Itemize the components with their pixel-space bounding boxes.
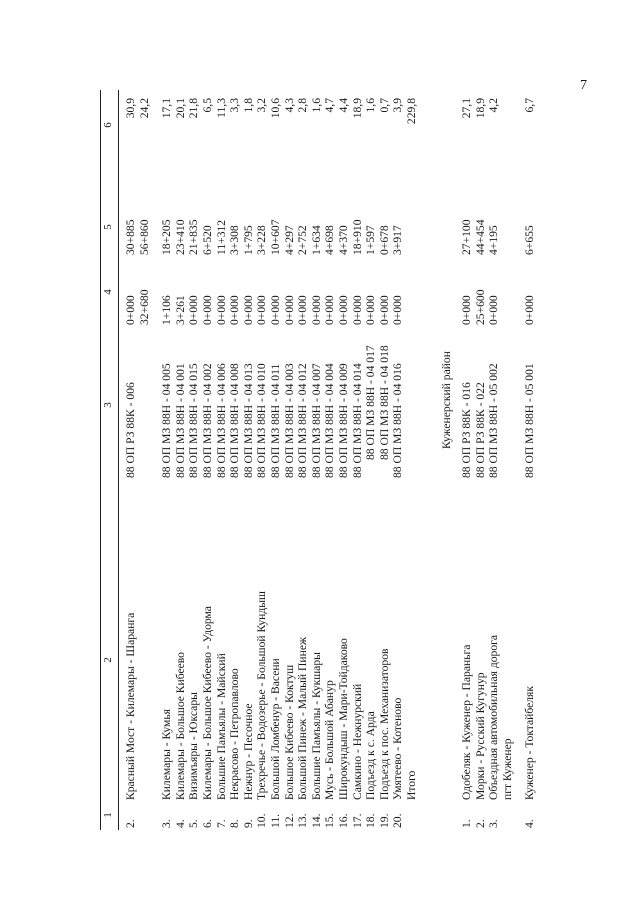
cell-code: 88 ОП МЗ 88Н - 04 014 — [350, 363, 364, 478]
cell-name: Нежнур - Песочное — [241, 703, 255, 800]
cell-start: 25+600 — [473, 289, 487, 325]
cell-start: 0+000 — [124, 295, 137, 325]
cell-n: 3. — [160, 819, 174, 828]
cell-code: 88 ОП РЗ 88К - 006 — [124, 382, 137, 478]
table-row — [501, 90, 515, 830]
rotated-table — [100, 90, 585, 830]
table-row — [228, 90, 242, 830]
cell-n: 11. — [268, 813, 282, 828]
cell-end: 10+607 — [268, 219, 282, 255]
cell-name: Некрасово - Петропавлово — [228, 668, 242, 800]
cell-end: 1+634 — [309, 225, 323, 255]
cell-end: 21+835 — [187, 219, 201, 255]
cell-n: 18. — [364, 813, 378, 828]
header-col-5: 5 — [102, 224, 114, 230]
cell-start: 1+106 — [160, 295, 174, 325]
cell-code: 88 ОП МЗ 88Н - 04 001 — [173, 363, 187, 478]
cell-start: 0+000 — [460, 295, 474, 325]
cell-code: 88 ОП МЗ 88Н - 04 008 — [228, 363, 242, 478]
cell-end: 6+520 — [200, 225, 214, 255]
cell-code: 88 ОП РЗ 88К - 022 — [473, 382, 487, 478]
cell-end: 4+698 — [323, 225, 337, 255]
cell-len: 3,9 — [391, 98, 405, 113]
cell-len: 24,2 — [137, 98, 151, 119]
cell-len: 3,2 — [255, 98, 269, 113]
cell-len: 4,7 — [323, 98, 337, 113]
cell-end: 11+312 — [214, 219, 228, 255]
table-row — [323, 90, 337, 830]
cell-end: 1+795 — [241, 225, 255, 255]
cell-start: 0+000 — [487, 295, 501, 325]
cell-n: 17. — [350, 813, 364, 828]
table-row — [460, 90, 474, 830]
cell-code: 88 ОП МЗ 88Н - 04 013 — [241, 363, 255, 478]
cell-code: 88 ОП МЗ 88Н - 04 016 — [391, 363, 405, 478]
cell-n: 8. — [228, 819, 242, 828]
cell-end: 0+678 — [377, 225, 391, 255]
cell-start: 3+261 — [173, 295, 187, 325]
header-col-3: 3 — [102, 402, 114, 408]
cell-code: 88 ОП МЗ 88Н - 05 001 — [523, 363, 537, 478]
cell-name: Визимъяры - Юксары — [187, 692, 201, 800]
cell-start: 0+000 — [323, 295, 337, 325]
cell-code: 88 ОП МЗ 88Н - 04 002 — [200, 363, 214, 478]
cell-code: 88 ОП МЗ 88Н - 04 018 — [377, 345, 391, 460]
cell-n: 6. — [200, 819, 214, 828]
total-label: Итого — [404, 770, 418, 800]
cell-code: 88 ОП МЗ 88Н - 04 003 — [282, 363, 296, 478]
cell-len: 21,8 — [187, 98, 201, 119]
cell-start: 0+000 — [336, 295, 350, 325]
cell-start: 0+000 — [377, 295, 391, 325]
cell-end: 56+860 — [137, 219, 151, 255]
cell-code: 88 ОП МЗ 88Н - 04 017 — [364, 345, 378, 460]
cell-end: 27+100 — [460, 219, 474, 255]
table-row — [242, 90, 256, 830]
cell-len: 1,8 — [241, 98, 255, 113]
cell-name: Килемары - Кумья — [160, 709, 174, 800]
cell-name: Умятеево - Котеново — [391, 697, 405, 800]
cell-end: 30+885 — [124, 219, 137, 255]
cell-len: 17,1 — [160, 98, 174, 119]
cell-end: 3+228 — [255, 225, 269, 255]
header-col-4: 4 — [102, 289, 114, 295]
cell-code: 88 ОП МЗ 88Н - 04 006 — [214, 363, 228, 478]
cell-n: 13. — [296, 813, 310, 828]
table-row — [174, 90, 188, 830]
table-row — [138, 90, 152, 830]
cell-n: 1. — [460, 819, 474, 828]
cell-n: 15. — [323, 813, 337, 828]
cell-n: 3. — [487, 819, 501, 828]
cell-name: пгт Куженер — [500, 738, 514, 800]
table-row — [201, 90, 215, 830]
cell-code: 88 ОП МЗ 88Н - 04 010 — [255, 363, 269, 478]
cell-end: 1+597 — [364, 225, 378, 255]
cell-len: 10,6 — [268, 98, 282, 119]
cell-start: 0+000 — [241, 295, 255, 325]
table-row — [364, 90, 378, 830]
cell-name: Подъезд к пос. Механизаторов — [377, 648, 391, 800]
cell-code: 88 ОП МЗ 88Н - 05 002 — [487, 363, 501, 478]
cell-start: 0+000 — [350, 295, 364, 325]
table-row — [160, 90, 174, 830]
cell-start: 0+000 — [282, 295, 296, 325]
cell-end: 3+917 — [391, 225, 405, 255]
cell-name: Морки - Русский Кугунур — [473, 672, 487, 800]
cell-start: 0+000 — [309, 295, 323, 325]
cell-end: 6+655 — [523, 225, 537, 255]
cell-name: Широкундыш - Мари-Тойдаково — [336, 638, 350, 800]
cell-n: 7. — [214, 819, 228, 828]
table-row — [215, 90, 229, 830]
cell-len: 18,9 — [473, 98, 487, 119]
cell-code: 88 ОП МЗ 88Н - 04 015 — [187, 363, 201, 478]
table-row — [378, 90, 392, 830]
cell-len: 4,3 — [282, 98, 296, 113]
section-row — [440, 90, 454, 830]
cell-start: 0+000 — [255, 295, 269, 325]
cell-code: 88 ОП МЗ 88Н - 04 007 — [309, 363, 323, 478]
cell-n: 4. — [523, 819, 537, 828]
table-row — [474, 90, 488, 830]
cell-len: 6,5 — [200, 98, 214, 113]
cell-len: 1,6 — [309, 98, 323, 113]
cell-end: 2+752 — [296, 225, 310, 255]
cell-name: Большой Пинеж - Малый Пинеж — [296, 637, 310, 800]
cell-code: 88 ОП МЗ 88Н - 04 012 — [296, 363, 310, 478]
cell-len: 18,9 — [350, 98, 364, 119]
cell-code: 88 ОП РЗ 88К - 016 — [460, 382, 474, 478]
cell-n: 2. — [473, 819, 487, 828]
table-header — [100, 90, 119, 830]
cell-name: Красный Мост - Килемары - Шаранга — [124, 612, 137, 800]
total-value: 229,8 — [404, 98, 418, 125]
cell-end: 4+195 — [487, 225, 501, 255]
cell-name: Одобеляк - Куженер - Параньга — [460, 644, 474, 800]
cell-name: Килемары - Большое Кибеево — [173, 652, 187, 800]
cell-n: 2. — [124, 819, 137, 828]
cell-name: Большое Кибеево - Коктуш — [282, 664, 296, 800]
cell-start: 0+000 — [228, 295, 242, 325]
table-row — [523, 90, 537, 830]
cell-n: 5. — [187, 819, 201, 828]
cell-name: Большие Памъялы - Кукшары — [309, 652, 323, 800]
cell-start: 0+000 — [214, 295, 228, 325]
cell-start: 0+000 — [296, 295, 310, 325]
cell-start: 0+000 — [268, 295, 282, 325]
cell-name: Объездная автомобильная дорога — [487, 634, 501, 800]
cell-name: Подъезд к с. Арда — [364, 711, 378, 800]
cell-name: Мусь - Большой Абанур — [323, 680, 337, 800]
cell-len: 27,1 — [460, 98, 474, 119]
table-row — [391, 90, 405, 830]
cell-name: Большие Памъялы - Майский — [214, 653, 228, 800]
table-row — [255, 90, 269, 830]
table-row — [351, 90, 365, 830]
cell-start: 0+000 — [523, 295, 537, 325]
cell-len: 2,8 — [296, 98, 310, 113]
cell-n: 20. — [391, 813, 405, 828]
cell-code: 88 ОП МЗ 88Н - 04 009 — [336, 363, 350, 478]
cell-start: 32+680 — [137, 289, 151, 325]
cell-start: 0+000 — [200, 295, 214, 325]
header-col-1: 1 — [102, 812, 114, 818]
cell-start: 0+000 — [187, 295, 201, 325]
page-number: 7 — [580, 78, 587, 93]
cell-len: 20,1 — [173, 98, 187, 119]
cell-len: 4,4 — [336, 98, 350, 113]
cell-end: 4+370 — [336, 225, 350, 255]
cell-n: 19. — [377, 813, 391, 828]
header-col-2: 2 — [102, 657, 114, 663]
cell-end: 23+410 — [173, 219, 187, 255]
cell-len: 4,2 — [487, 98, 501, 113]
section-title: Куженерский район — [440, 351, 454, 449]
cell-n: 4. — [173, 819, 187, 828]
cell-n: 9. — [241, 819, 255, 828]
cell-len: 30,9 — [124, 98, 137, 119]
cell-end: 4+297 — [282, 225, 296, 255]
cell-start: 0+000 — [391, 295, 405, 325]
cell-len: 1,6 — [364, 98, 378, 113]
cell-n: 14. — [309, 813, 323, 828]
cell-end: 44+454 — [473, 219, 487, 255]
table-row — [296, 90, 310, 830]
cell-len: 0,7 — [377, 98, 391, 113]
cell-end: 18+205 — [160, 219, 174, 255]
table-row — [187, 90, 201, 830]
table-row — [310, 90, 324, 830]
cell-code: 88 ОП МЗ 88Н - 04 005 — [160, 363, 174, 478]
cell-name: Самкино - Нежнурский — [350, 683, 364, 800]
cell-n: 16. — [336, 813, 350, 828]
cell-name: Большой Ломбенур - Васени — [268, 658, 282, 800]
cell-end: 18+910 — [350, 219, 364, 255]
cell-start: 0+000 — [364, 295, 378, 325]
total-row — [405, 90, 419, 830]
header-col-6: 6 — [102, 122, 114, 128]
cell-n: 12. — [282, 813, 296, 828]
cell-code: 88 ОП МЗ 88Н - 04 011 — [268, 363, 282, 478]
cell-len: 3,3 — [228, 98, 242, 113]
table-row — [283, 90, 297, 830]
table-row — [124, 90, 138, 830]
cell-len: 11,3 — [214, 98, 228, 118]
cell-name: Трехречье - Водозерье - Большой Кундыш — [255, 591, 269, 800]
table-row — [487, 90, 501, 830]
cell-code: 88 ОП МЗ 88Н - 04 004 — [323, 363, 337, 478]
cell-name: Килемары - Большое Кибеево - Удорма — [200, 606, 214, 800]
table-row — [337, 90, 351, 830]
table-body — [124, 90, 537, 830]
table-row — [269, 90, 283, 830]
cell-end: 3+308 — [228, 225, 242, 255]
cell-n: 10. — [255, 813, 269, 828]
cell-name: Куженер - Токтайбеляк — [523, 685, 537, 800]
cell-len: 6,7 — [523, 98, 537, 113]
